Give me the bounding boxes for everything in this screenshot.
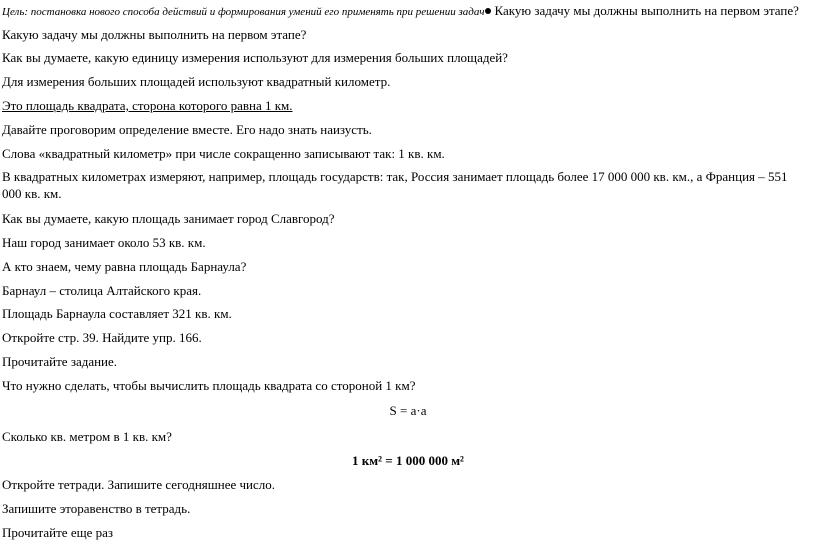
paragraph: В квадратных километрах измеряют, например, площадь государств: так, Россия занимает площадь более 17 000 000 кв. км., а Франция – 551 000 кв. км. — [2, 169, 788, 201]
paragraph: Прочитайте задание. — [2, 354, 118, 369]
paragraph: Наш город занимает около 53 кв. км. — [2, 235, 206, 250]
paragraph: Площадь Барнаула составляет 321 кв. км. — [2, 306, 232, 321]
area-formula: S = a·a — [389, 403, 427, 418]
conversion-formula: 1 км² = 1 000 000 м² — [352, 453, 464, 468]
paragraph: А кто знаем, чему равна площадь Барнаула? — [2, 259, 247, 274]
underlined-definition — [2, 97, 810, 114]
paragraph: Давайте проговорим определение вместе. Его надо знать наизусть. — [2, 122, 372, 137]
paragraph: Откройте стр. 39. Найдите упр. 166. — [2, 330, 202, 345]
paragraph: Слова «квадратный километр» при числе сокращенно записывают так: 1 кв. км. — [2, 146, 445, 161]
paragraph: Сколько кв. метром в 1 кв. км? — [2, 429, 172, 444]
paragraph: Что нужно сделать, чтобы вычислить площадь квадрата со стороной 1 км? — [2, 378, 416, 393]
paragraph: Как вы думаете, какую площадь занимает город Славгород? — [2, 211, 335, 226]
paragraph: Для измерения больших площадей используют квадратный километр. — [2, 74, 391, 89]
paragraph: Барнаул – столица Алтайского края. — [2, 283, 202, 298]
paragraph: Запишите эторавенство в тетрадь. — [2, 501, 191, 516]
goal-question: Какую задачу мы должны выполнить на первом этапе? — [494, 3, 799, 18]
goal-line — [2, 2, 810, 21]
definition-text: Это площадь квадрата, сторона которого равна 1 км. — [2, 98, 293, 113]
paragraph: Прочитайте еще раз — [2, 525, 114, 540]
paragraph: Как вы думаете, какую единицу измерения используют для измерения больших площадей? — [2, 50, 508, 65]
goal-label: Цель: постановка нового способа действий и формирования умений его применять при решении задач — [2, 6, 485, 18]
paragraph: Откройте тетради. Запишите сегодняшнее число. — [2, 477, 276, 492]
bullet-icon — [485, 8, 491, 14]
paragraph: Какую задачу мы должны выполнить на первом этапе? — [2, 27, 307, 42]
